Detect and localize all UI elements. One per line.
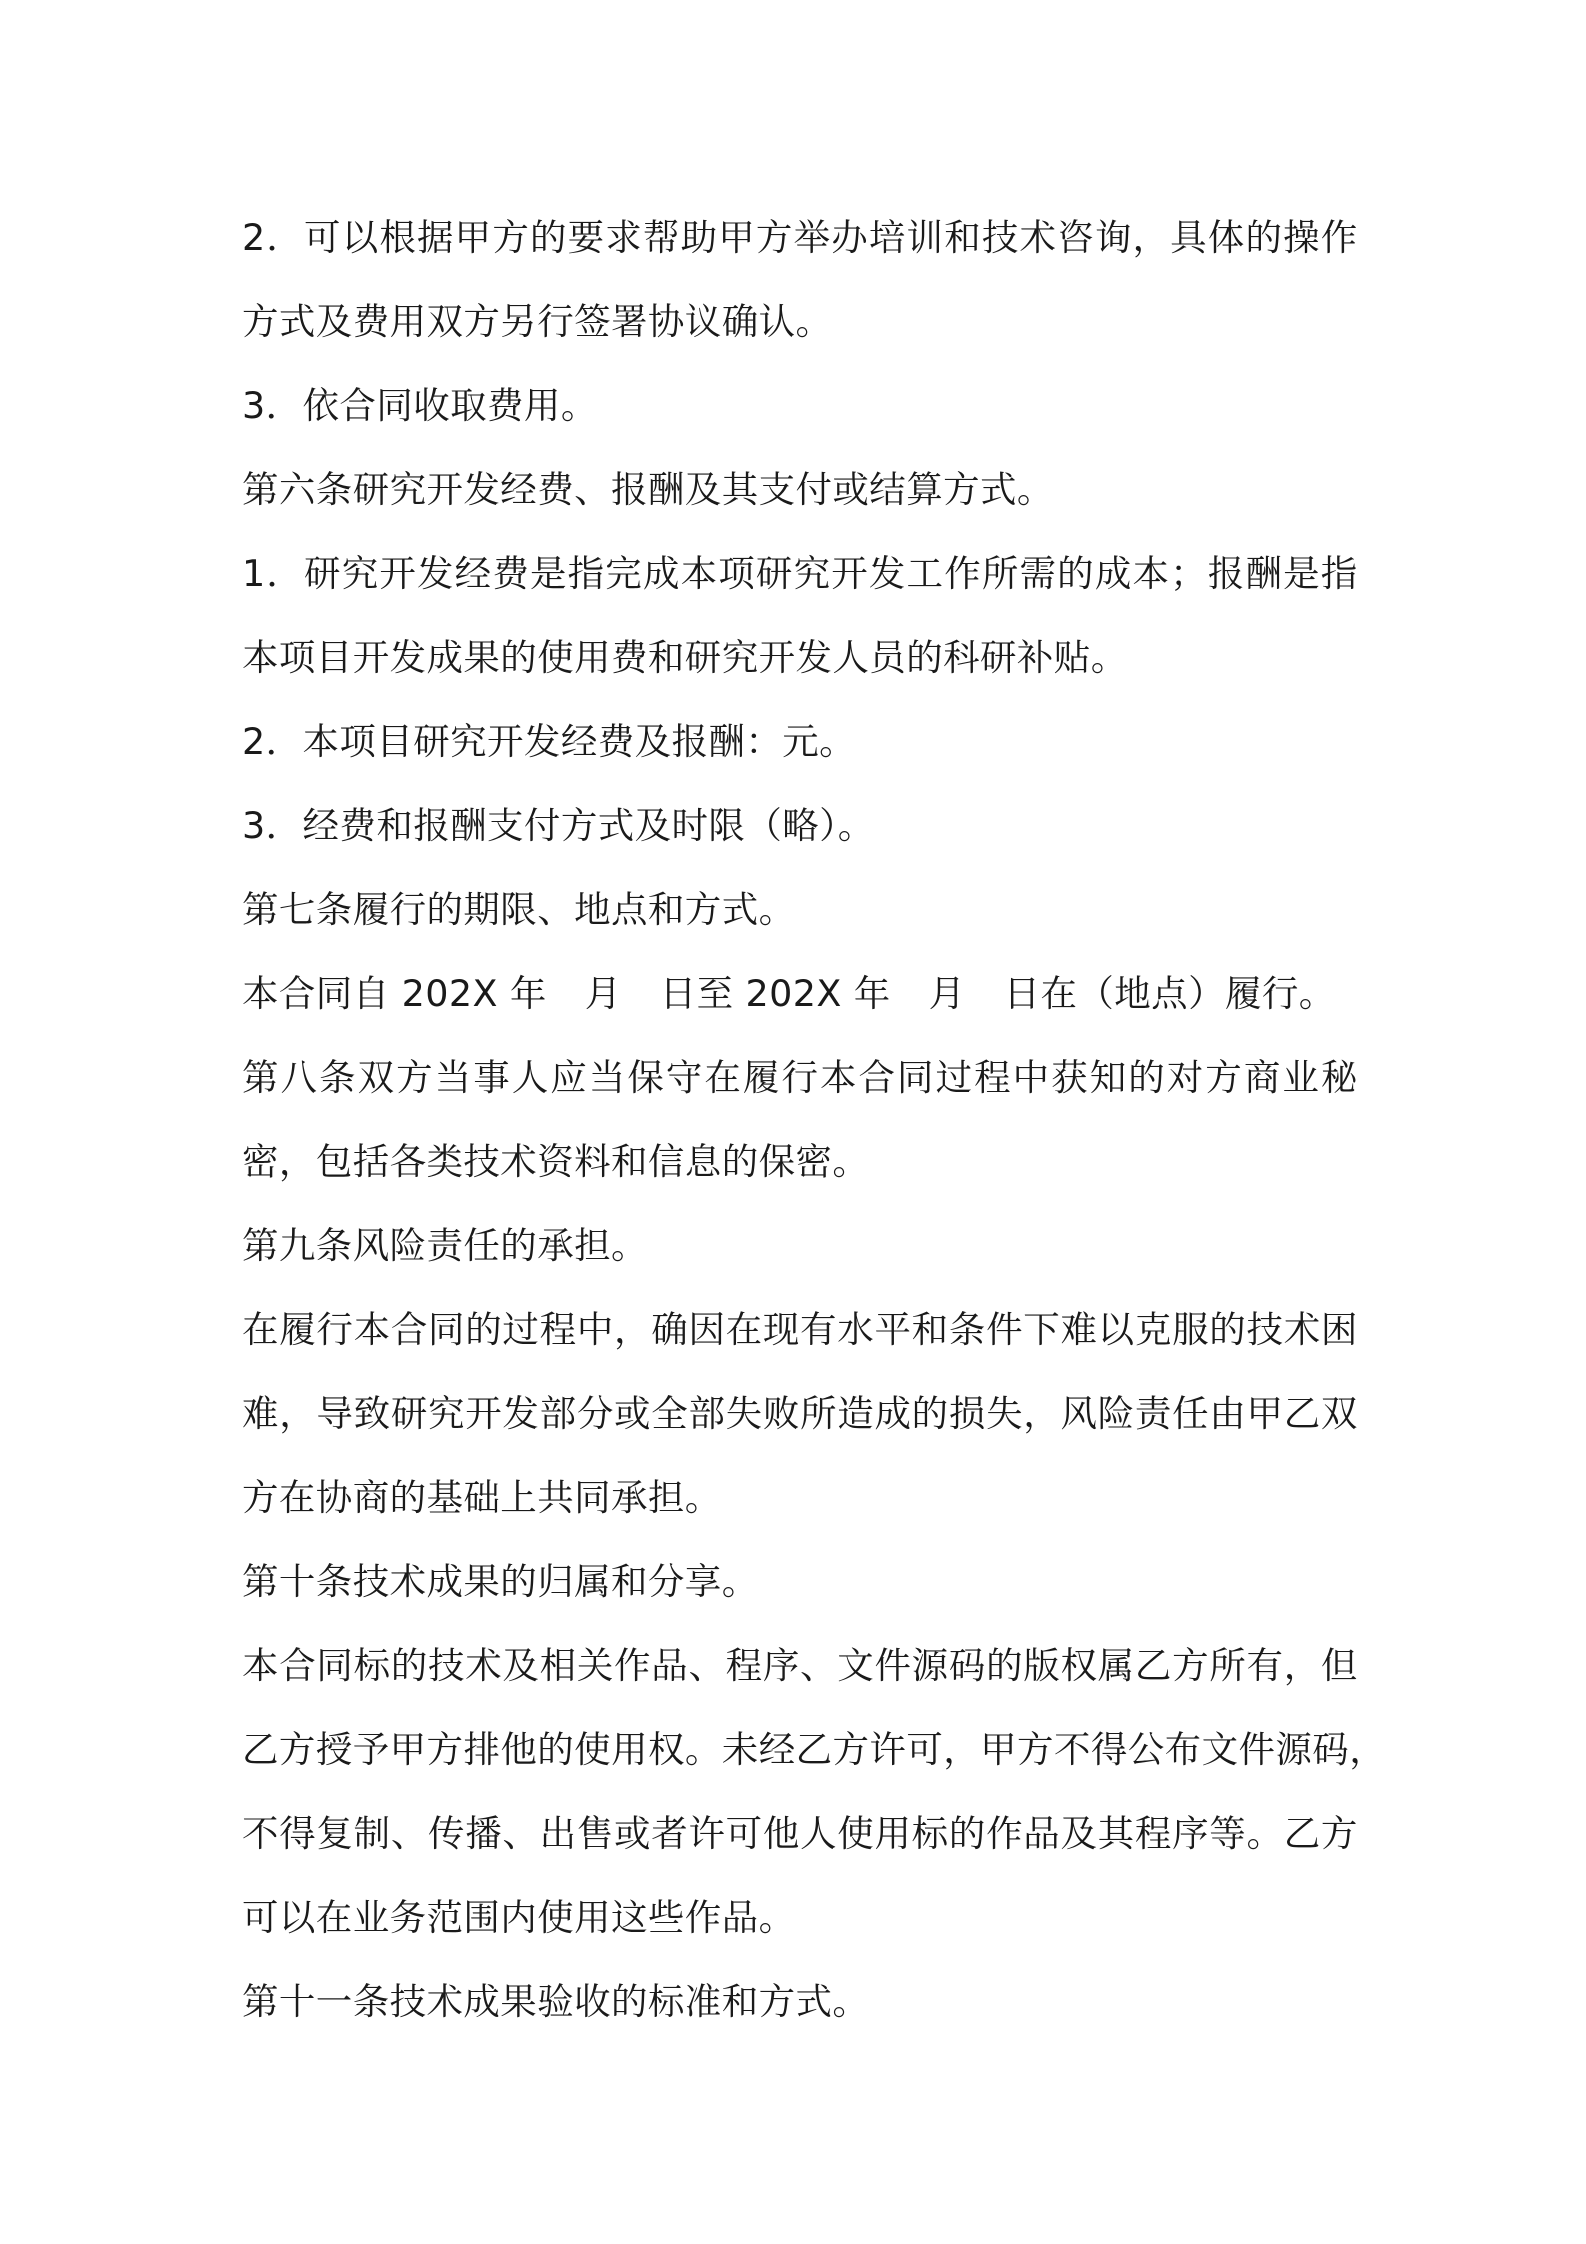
paragraph-line: 方式及费用双方另行签署协议确认。 <box>242 300 833 343</box>
term-date-line <box>242 952 1358 1036</box>
term-date-part: 日至 202X 年 <box>659 972 891 1015</box>
term-date-part: 月 <box>928 972 966 1015</box>
paragraph-line: 2．本项目研究开发经费及报酬：元。 <box>242 720 857 763</box>
paragraph-line: 密，包括各类技术资料和信息的保密。 <box>242 1140 870 1183</box>
paragraph-line: 1 ． 研 究 开 发 经 费 是 指 完 成 本 项 研 究 开 发 工 作 所 需 的 成 本 ； 报 酬 是 指 <box>242 552 1358 595</box>
term-date-part: 月 <box>584 972 622 1015</box>
term-date-part: 日在（地点）履行。 <box>1003 972 1336 1015</box>
paragraph-line: 在 履 行 本 合 同 的 过 程 中 ， 确 因 在 现 有 水 平 和 条 件 下 难 以 克 服 的 技 术 困 <box>242 1308 1358 1351</box>
paragraph-line: 难 ， 导 致 研 究 开 发 部 分 或 全 部 失 败 所 造 成 的 损 失 ， 风 险 责 任 由 甲 乙 双 <box>242 1392 1358 1435</box>
paragraph-line: 可以在业务范围内使用这些作品。 <box>242 1896 796 1939</box>
paragraph-line: 方在协商的基础上共同承担。 <box>242 1476 722 1519</box>
paragraph-line: 本项目开发成果的使用费和研究开发人员的科研补贴。 <box>242 636 1128 679</box>
paragraph-line: 乙 方 授 予 甲 方 排 他 的 使 用 权 。 未 经 乙 方 许 可 ， 甲 方 不 得 公 布 文 件 源 码 ， <box>242 1728 1387 1771</box>
article-heading: 第六条研究开发经费、报酬及其支付或结算方式。 <box>242 468 1054 511</box>
article-heading: 第 八 条 双 方 当 事 人 应 当 保 守 在 履 行 本 合 同 过 程 中 获 知 的 对 方 商 业 秘 <box>242 1056 1358 1099</box>
paragraph-line: 3．经费和报酬支付方式及时限（略）。 <box>242 804 875 847</box>
paragraph-line: 本 合 同 标 的 技 术 及 相 关 作 品 、 程 序 、 文 件 源 码 的 版 权 属 乙 方 所 有 ， 但 <box>242 1644 1358 1687</box>
paragraph-line: 不 得 复 制 、 传 播 、 出 售 或 者 许 可 他 人 使 用 标 的 作 品 及 其 程 序 等 。 乙 方 <box>242 1812 1358 1855</box>
article-heading: 第九条风险责任的承担。 <box>242 1224 648 1267</box>
contract-body <box>242 196 1387 2044</box>
article-heading: 第七条履行的期限、地点和方式。 <box>242 888 796 931</box>
paragraph-line: 3．依合同收取费用。 <box>242 384 598 427</box>
article-heading: 第十条技术成果的归属和分享。 <box>242 1560 759 1603</box>
term-date-part: 本合同自 202X 年 <box>242 972 547 1015</box>
paragraph-line: 2 ． 可 以 根 据 甲 方 的 要 求 帮 助 甲 方 举 办 培 训 和 技 术 咨 询 ， 具 体 的 操 作 <box>242 216 1358 259</box>
article-heading: 第十一条技术成果验收的标准和方式。 <box>242 1980 870 2023</box>
